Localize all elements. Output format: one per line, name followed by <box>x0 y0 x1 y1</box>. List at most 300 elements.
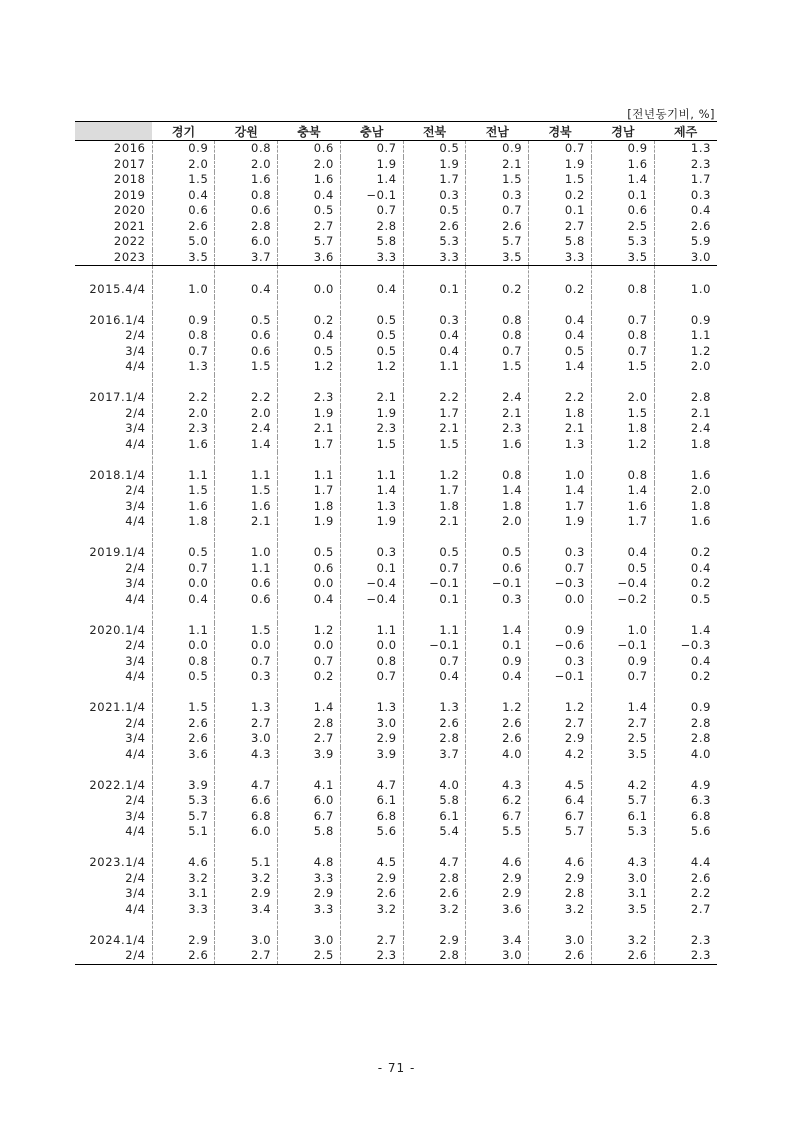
table-cell: 0.5 <box>403 545 466 561</box>
table-cell: 2.9 <box>466 871 529 887</box>
table-cell: 2.6 <box>403 886 466 902</box>
spacer-cell <box>215 762 278 778</box>
table-cell: 1.6 <box>466 437 529 453</box>
table-row <box>75 390 717 406</box>
spacer-cell <box>278 530 341 546</box>
table-cell: 4.0 <box>403 778 466 794</box>
table-cell: 0.2 <box>529 188 592 204</box>
table-cell: 5.3 <box>591 234 654 250</box>
table-cell: −0.1 <box>403 576 466 592</box>
table-cell: 1.3 <box>654 141 717 157</box>
table-cell: 0.3 <box>529 545 592 561</box>
table-cell: 6.8 <box>215 809 278 825</box>
table-row <box>75 669 717 685</box>
table-cell: 0.4 <box>340 282 403 298</box>
table-cell: 0.4 <box>215 282 278 298</box>
spacer-cell <box>75 685 152 701</box>
spacer-cell <box>152 297 215 313</box>
table-cell: 0.9 <box>466 654 529 670</box>
table-cell: 3.3 <box>340 250 403 266</box>
spacer-cell <box>466 530 529 546</box>
table-cell: 1.1 <box>152 468 215 484</box>
table-cell: 0.0 <box>278 638 341 654</box>
table-cell: 2.8 <box>403 731 466 747</box>
spacer-cell <box>466 685 529 701</box>
table-cell: 2.1 <box>466 157 529 173</box>
spacer-cell <box>591 840 654 856</box>
table-cell: 1.7 <box>403 483 466 499</box>
row-label: 2/4 <box>125 405 146 420</box>
table-cell: 0.8 <box>215 188 278 204</box>
table-cell: 0.7 <box>591 669 654 685</box>
table-cell: 1.3 <box>403 700 466 716</box>
table-cell: 0.7 <box>152 344 215 360</box>
table-cell: 2.2 <box>529 390 592 406</box>
spacer-cell <box>466 840 529 856</box>
table-cell: 1.5 <box>591 406 654 422</box>
table-cell: 0.8 <box>152 654 215 670</box>
row-label: 2/4 <box>125 560 146 575</box>
table-cell: 2.1 <box>466 406 529 422</box>
table-cell: −0.2 <box>591 592 654 608</box>
table-cell: 1.6 <box>591 499 654 515</box>
table-cell: 0.4 <box>529 313 592 329</box>
table-cell: 0.7 <box>529 141 592 157</box>
table-cell: 0.4 <box>654 203 717 219</box>
table-cell: 2.6 <box>529 948 592 964</box>
table-cell: 4.5 <box>340 855 403 871</box>
table-cell: 0.7 <box>591 344 654 360</box>
table-cell: 2.5 <box>591 219 654 235</box>
spacer-cell <box>466 452 529 468</box>
table-cell: 3.9 <box>152 778 215 794</box>
table-cell: 1.4 <box>466 623 529 639</box>
table-row <box>75 406 717 422</box>
table-row <box>75 948 717 964</box>
row-label: 2024.1/4 <box>89 932 146 947</box>
table-cell: 0.5 <box>340 313 403 329</box>
table-cell: 6.0 <box>215 824 278 840</box>
table-cell: 6.1 <box>591 809 654 825</box>
table-row <box>75 514 717 530</box>
table-cell: 0.7 <box>403 654 466 670</box>
table-cell: 2.0 <box>215 406 278 422</box>
spacer-cell <box>591 266 654 282</box>
row-label: 2/4 <box>125 483 146 497</box>
table-cell: 3.2 <box>215 871 278 887</box>
table-cell: 0.1 <box>529 203 592 219</box>
table-cell: 4.3 <box>466 778 529 794</box>
spacer-cell <box>654 297 717 313</box>
table-cell: −0.6 <box>529 638 592 654</box>
table-cell: 0.3 <box>466 188 529 204</box>
table-row <box>75 623 717 639</box>
table-cell: 6.6 <box>215 793 278 809</box>
row-label: 2016.1/4 <box>89 312 146 327</box>
table-cell: 0.1 <box>403 282 466 298</box>
table-cell: 1.7 <box>654 172 717 188</box>
spacer-cell <box>152 607 215 623</box>
spacer-cell <box>215 917 278 933</box>
spacer-cell <box>278 685 341 701</box>
table-cell: −0.3 <box>654 638 717 654</box>
spacer-cell <box>340 297 403 313</box>
spacer-cell <box>215 452 278 468</box>
table-cell: 1.5 <box>591 359 654 375</box>
table-cell: 0.4 <box>278 328 341 344</box>
table-cell: 0.3 <box>215 669 278 685</box>
table-cell: 2.3 <box>654 948 717 964</box>
spacer-cell <box>340 762 403 778</box>
regional-stats-table <box>75 121 717 965</box>
table-cell: 3.2 <box>403 902 466 918</box>
table-cell: 2.9 <box>215 886 278 902</box>
table-cell: 2.0 <box>466 514 529 530</box>
spacer-cell <box>340 840 403 856</box>
table-cell: 0.6 <box>215 328 278 344</box>
spacer-cell <box>278 607 341 623</box>
table-cell: 1.9 <box>403 157 466 173</box>
table-cell: 1.5 <box>215 623 278 639</box>
table-cell: 2.1 <box>215 514 278 530</box>
row-label: 2018 <box>113 172 146 186</box>
table-cell: 0.9 <box>529 623 592 639</box>
table-cell: 2.8 <box>529 886 592 902</box>
table-cell: 0.4 <box>466 669 529 685</box>
table-cell: 1.8 <box>278 499 341 515</box>
table-row <box>75 157 717 173</box>
spacer-cell <box>591 917 654 933</box>
table-cell: 0.2 <box>654 669 717 685</box>
table-cell: 1.0 <box>215 545 278 561</box>
table-cell: 2.8 <box>403 948 466 964</box>
spacer-cell <box>529 530 592 546</box>
table-row <box>75 809 717 825</box>
table-cell: −0.1 <box>591 638 654 654</box>
table-cell: 0.8 <box>591 282 654 298</box>
table-cell: −0.1 <box>529 669 592 685</box>
table-cell: 3.9 <box>278 747 341 763</box>
table-cell: 0.0 <box>340 638 403 654</box>
table-cell: 1.1 <box>278 468 341 484</box>
table-cell: 3.0 <box>215 933 278 949</box>
table-cell: 0.4 <box>403 328 466 344</box>
table-cell: −0.4 <box>591 576 654 592</box>
row-label: 2021.1/4 <box>89 700 146 714</box>
table-cell: 0.4 <box>152 188 215 204</box>
row-label: 2/4 <box>125 870 146 885</box>
table-cell: 1.7 <box>591 514 654 530</box>
spacer-cell <box>529 840 592 856</box>
spacer-cell <box>152 762 215 778</box>
table-cell: 2.5 <box>278 948 341 964</box>
table-row <box>75 359 717 375</box>
spacer-row <box>75 530 717 546</box>
table-cell: 2.6 <box>152 731 215 747</box>
table-cell: 4.3 <box>591 855 654 871</box>
table-cell: 2.4 <box>466 390 529 406</box>
table-cell: 2.7 <box>529 716 592 732</box>
table-cell: 1.8 <box>654 499 717 515</box>
table-cell: 3.1 <box>152 886 215 902</box>
table-cell: 1.7 <box>278 483 341 499</box>
table-cell: 6.0 <box>278 793 341 809</box>
table-row <box>75 203 717 219</box>
table-cell: 3.2 <box>591 933 654 949</box>
table-cell: 0.4 <box>529 328 592 344</box>
table-cell: 1.5 <box>529 172 592 188</box>
table-cell: 0.7 <box>403 561 466 577</box>
table-cell: 1.8 <box>591 421 654 437</box>
table-cell: −0.1 <box>403 638 466 654</box>
column-header: 제주 <box>654 122 717 141</box>
table-cell: 0.3 <box>403 313 466 329</box>
table-cell: 1.7 <box>403 172 466 188</box>
spacer-row <box>75 762 717 778</box>
spacer-row <box>75 375 717 391</box>
table-cell: 2.0 <box>654 483 717 499</box>
spacer-cell <box>654 266 717 282</box>
table-cell: 2.1 <box>403 421 466 437</box>
table-cell: 0.8 <box>591 328 654 344</box>
table-cell: 6.8 <box>654 809 717 825</box>
table-cell: 2.6 <box>654 219 717 235</box>
table-cell: 4.7 <box>215 778 278 794</box>
table-cell: 2.6 <box>152 948 215 964</box>
table-header <box>75 122 717 141</box>
header-row-label <box>75 122 152 141</box>
row-label: 3/4 <box>125 653 146 668</box>
table-cell: 0.5 <box>403 141 466 157</box>
table-cell: 2.5 <box>591 731 654 747</box>
table-cell: 0.5 <box>466 545 529 561</box>
table-cell: 6.7 <box>529 809 592 825</box>
spacer-cell <box>403 762 466 778</box>
table-cell: 1.1 <box>654 328 717 344</box>
column-header: 전남 <box>466 122 529 141</box>
table-cell: 1.1 <box>340 468 403 484</box>
table-cell: 0.6 <box>215 344 278 360</box>
page-number: - 71 - <box>377 1061 416 1075</box>
table-cell: 1.2 <box>278 359 341 375</box>
spacer-cell <box>340 375 403 391</box>
spacer-cell <box>403 452 466 468</box>
table-cell: 5.8 <box>403 793 466 809</box>
table-cell: 0.5 <box>591 561 654 577</box>
table-cell: 1.6 <box>215 172 278 188</box>
table-cell: 2.7 <box>529 219 592 235</box>
table-cell: 3.5 <box>466 250 529 266</box>
table-cell: 1.6 <box>215 499 278 515</box>
table-cell: 1.7 <box>403 406 466 422</box>
spacer-cell <box>340 266 403 282</box>
table-cell: 1.9 <box>340 157 403 173</box>
table-cell: 0.7 <box>340 203 403 219</box>
spacer-row <box>75 917 717 933</box>
table-cell: −0.1 <box>466 576 529 592</box>
table-cell: 0.2 <box>466 282 529 298</box>
column-header: 경남 <box>591 122 654 141</box>
table-cell: 0.6 <box>215 592 278 608</box>
spacer-cell <box>529 375 592 391</box>
table-cell: 5.1 <box>215 855 278 871</box>
table-cell: 1.4 <box>591 700 654 716</box>
table-cell: 3.6 <box>152 747 215 763</box>
table-cell: 0.6 <box>466 561 529 577</box>
table-cell: 1.1 <box>340 623 403 639</box>
table-cell: 5.3 <box>152 793 215 809</box>
table-cell: 1.1 <box>215 561 278 577</box>
table-cell: 6.1 <box>403 809 466 825</box>
table-cell: 0.5 <box>403 203 466 219</box>
table-cell: 6.3 <box>654 793 717 809</box>
row-label: 4/4 <box>125 824 146 838</box>
table-cell: 0.2 <box>278 669 341 685</box>
table-cell: 2.9 <box>529 731 592 747</box>
table-cell: 1.1 <box>215 468 278 484</box>
table-row <box>75 871 717 887</box>
table-cell: 2.1 <box>529 421 592 437</box>
table-cell: 4.5 <box>529 778 592 794</box>
spacer-cell <box>591 607 654 623</box>
table-cell: 3.3 <box>403 250 466 266</box>
table-cell: 3.0 <box>654 250 717 266</box>
table-cell: 2.2 <box>215 390 278 406</box>
table-cell: 0.3 <box>340 545 403 561</box>
table-cell: 3.3 <box>152 902 215 918</box>
table-row <box>75 638 717 654</box>
table-cell: 1.3 <box>152 359 215 375</box>
table-cell: 1.0 <box>152 282 215 298</box>
unit-note: [전년동기비, %] <box>627 107 715 121</box>
row-label: 4/4 <box>125 436 146 451</box>
table-cell: 0.3 <box>466 592 529 608</box>
table-cell: 3.0 <box>591 871 654 887</box>
row-label: 3/4 <box>125 576 146 590</box>
table-cell: 1.5 <box>466 172 529 188</box>
column-header: 충북 <box>278 122 341 141</box>
table-cell: 5.3 <box>403 234 466 250</box>
table-cell: 1.4 <box>529 483 592 499</box>
table-cell: 0.8 <box>591 468 654 484</box>
table-row <box>75 886 717 902</box>
table-cell: 1.3 <box>529 437 592 453</box>
column-header: 전북 <box>403 122 466 141</box>
spacer-cell <box>278 452 341 468</box>
table-cell: 2.6 <box>403 716 466 732</box>
table-cell: 1.2 <box>278 623 341 639</box>
table-cell: 6.7 <box>466 809 529 825</box>
spacer-cell <box>529 297 592 313</box>
spacer-cell <box>340 607 403 623</box>
table-cell: 1.5 <box>152 172 215 188</box>
table-cell: 1.2 <box>403 468 466 484</box>
table-cell: 6.8 <box>340 809 403 825</box>
table-cell: 5.7 <box>466 234 529 250</box>
table-cell: 2.1 <box>403 514 466 530</box>
spacer-cell <box>403 607 466 623</box>
table-cell: 2.3 <box>654 157 717 173</box>
row-label: 2/4 <box>125 715 146 730</box>
spacer-row <box>75 685 717 701</box>
table-cell: 0.7 <box>340 669 403 685</box>
table-cell: 5.6 <box>654 824 717 840</box>
table-cell: 0.1 <box>403 592 466 608</box>
spacer-cell <box>278 762 341 778</box>
table-cell: 5.8 <box>529 234 592 250</box>
table-cell: 0.7 <box>591 313 654 329</box>
spacer-cell <box>466 607 529 623</box>
table-cell: 4.6 <box>529 855 592 871</box>
table-row <box>75 778 717 794</box>
column-header: 경기 <box>152 122 215 141</box>
table-cell: 3.2 <box>152 871 215 887</box>
table-cell: 2.7 <box>278 219 341 235</box>
table-cell: 1.6 <box>152 437 215 453</box>
table-cell: 1.3 <box>340 499 403 515</box>
table-cell: 1.6 <box>152 499 215 515</box>
table-cell: 3.4 <box>215 902 278 918</box>
table-cell: 2.0 <box>591 390 654 406</box>
table-cell: 1.3 <box>340 700 403 716</box>
table-cell: 1.5 <box>466 359 529 375</box>
table-row <box>75 824 717 840</box>
spacer-cell <box>152 530 215 546</box>
table-cell: 0.4 <box>403 344 466 360</box>
row-label: 2019 <box>113 187 146 202</box>
spacer-cell <box>75 917 152 933</box>
spacer-cell <box>152 840 215 856</box>
table-row <box>75 313 717 329</box>
table-cell: 3.5 <box>591 902 654 918</box>
table-cell: 1.8 <box>654 437 717 453</box>
table-cell: 2.6 <box>152 219 215 235</box>
table-cell: 3.6 <box>466 902 529 918</box>
spacer-cell <box>403 840 466 856</box>
spacer-cell <box>278 297 341 313</box>
row-label: 2022 <box>113 234 146 248</box>
spacer-cell <box>340 452 403 468</box>
table-cell: 0.5 <box>340 328 403 344</box>
table-cell: 0.4 <box>403 669 466 685</box>
table-cell: 1.8 <box>152 514 215 530</box>
table-cell: 3.9 <box>340 747 403 763</box>
table-cell: 0.9 <box>591 141 654 157</box>
table-cell: 1.0 <box>591 623 654 639</box>
table-cell: 0.8 <box>466 313 529 329</box>
table-cell: 1.6 <box>278 172 341 188</box>
table-cell: 0.7 <box>466 344 529 360</box>
table-row <box>75 234 717 250</box>
table-cell: 2.0 <box>152 406 215 422</box>
spacer-cell <box>403 297 466 313</box>
spacer-cell <box>529 266 592 282</box>
spacer-row <box>75 297 717 313</box>
table-cell: 3.2 <box>340 902 403 918</box>
table-cell: 1.2 <box>591 437 654 453</box>
table-cell: −0.4 <box>340 576 403 592</box>
table-cell: 2.3 <box>278 390 341 406</box>
row-label: 2020.1/4 <box>89 622 146 637</box>
table-cell: 1.0 <box>529 468 592 484</box>
spacer-cell <box>278 917 341 933</box>
table-cell: 2.0 <box>152 157 215 173</box>
table-cell: 2.7 <box>654 902 717 918</box>
spacer-cell <box>591 452 654 468</box>
table-cell: 3.7 <box>403 747 466 763</box>
table-cell: 0.0 <box>152 576 215 592</box>
table-cell: 1.8 <box>403 499 466 515</box>
